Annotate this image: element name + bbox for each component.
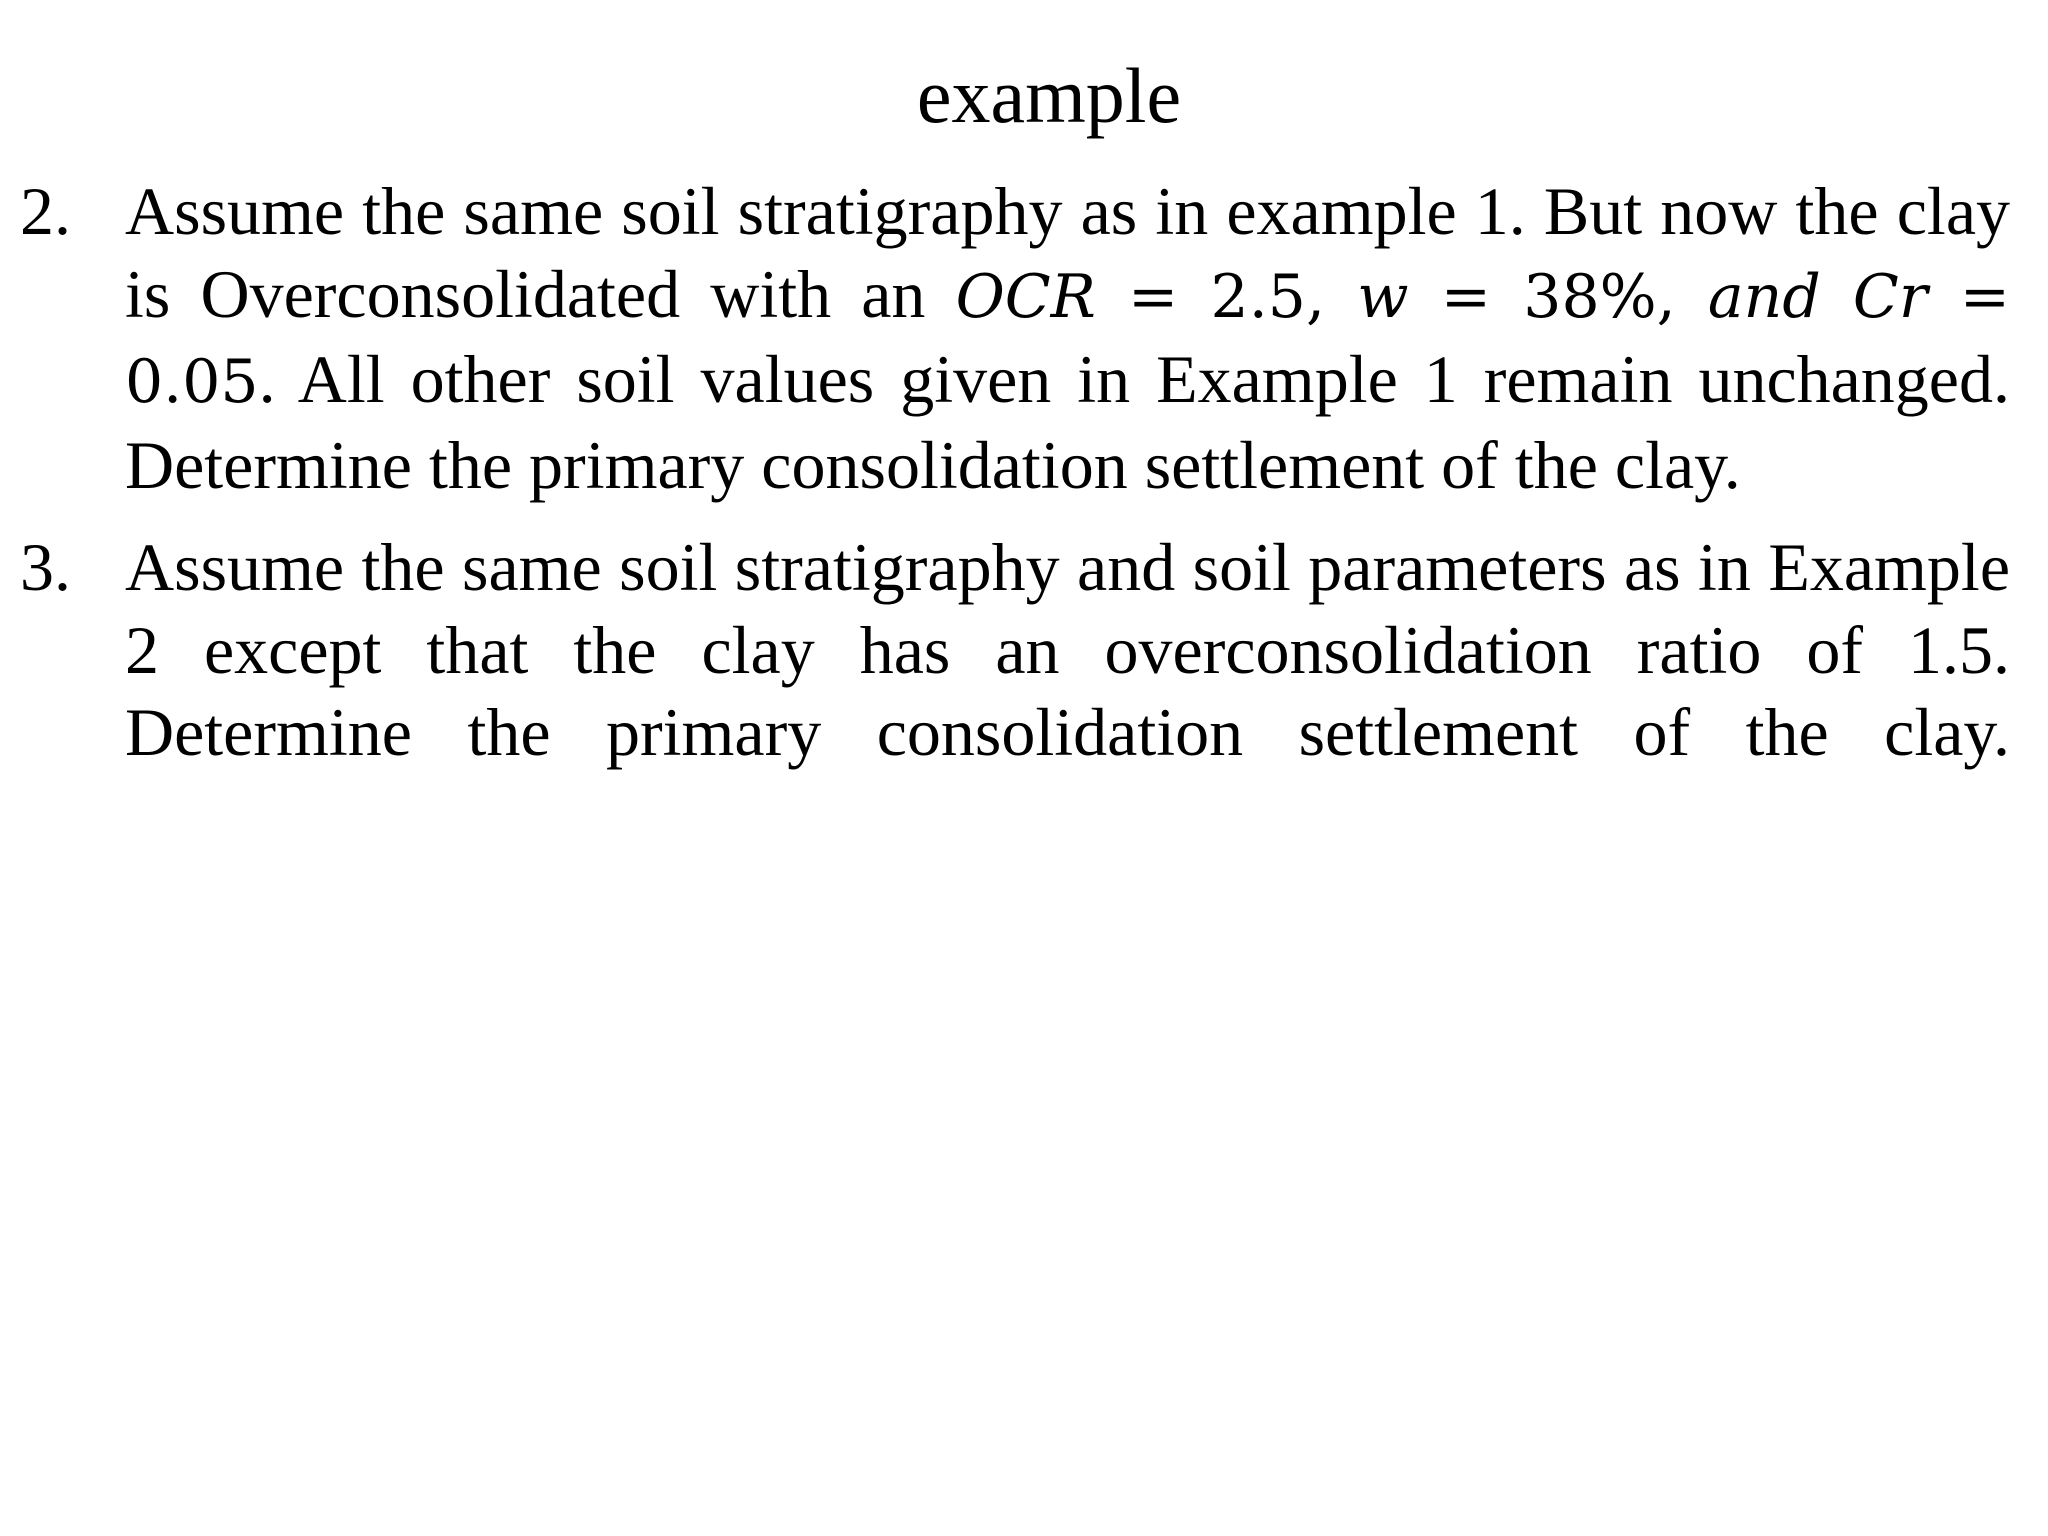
math-ocr-value: = 2.5, xyxy=(1095,261,1358,332)
problem-text-after: . All other soil values given in Example 1 remain unchanged. Determine the primary consolidation settlement of the clay. xyxy=(125,341,2010,503)
math-w-variable: w xyxy=(1357,261,1409,332)
problem-text-before: Assume the same soil stratigraphy as in example 1. But now the clay is Overconsolidated with an xyxy=(125,173,2010,332)
math-cr-value: = 0.05 xyxy=(125,261,2011,417)
math-ocr-variable: OCR xyxy=(955,261,1096,332)
problem-text: Assume the same soil stratigraphy and soil parameters as in Example 2 except that the clay has an overconsolidation ratio of 1.5. Determine the primary consolidation settlement of the clay. xyxy=(125,529,2010,770)
math-and-cr-variable: and Cr xyxy=(1707,261,1928,332)
math-w-value: = 38%, xyxy=(1408,261,1708,332)
problem-item-2 xyxy=(20,170,2010,506)
problem-number: 3. xyxy=(20,529,71,605)
slide-title: example xyxy=(916,52,1182,139)
problem-number: 2. xyxy=(20,173,71,249)
problem-list xyxy=(20,170,2010,774)
problem-item-3 xyxy=(20,526,2010,774)
